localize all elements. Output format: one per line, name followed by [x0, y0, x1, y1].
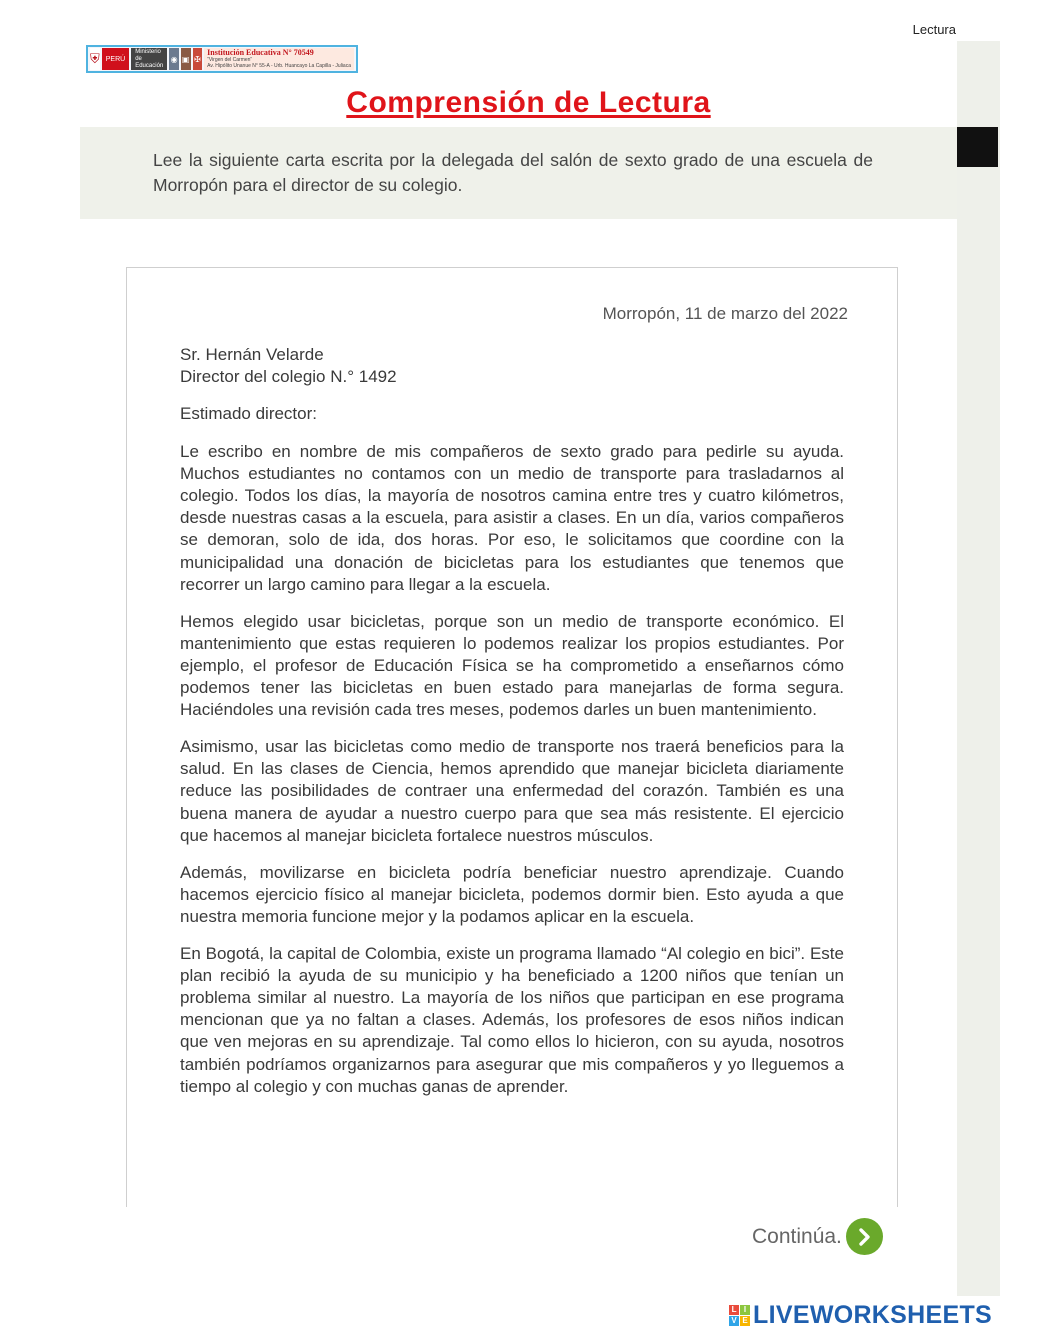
continue-button[interactable] — [752, 1218, 883, 1255]
institution-logo-banner — [86, 45, 358, 73]
letter-date: Morropón, 11 de marzo del 2022 — [602, 304, 848, 323]
letter-card — [126, 267, 898, 1207]
page-title: Comprensión de Lectura — [346, 86, 711, 119]
letter-greeting: Estimado director: — [180, 404, 317, 424]
right-page-tab — [956, 127, 998, 167]
letter-recipient — [180, 344, 844, 388]
letter-paragraph: Le escribo en nombre de mis compañeros de sexto grado para pedirle su ayuda. Muchos estudiantes no contamos con un medio de transporte para trasladarnos al colegio. Todos los días, la mayoría de nosotros camina entre tres y cuatro kilómetros, desde nuestras casas a la escuela, para asistir a clases. En un día, varios compañeros se demoran, solo de ida, dos horas. Por eso, le solicitamos que coordine con la municipalidad una donación de bicicletas para los estudiantes que tenemos que recorrer un largo camino para llegar a la escuela. — [180, 441, 844, 594]
liveworksheets-badge-icon — [729, 1305, 750, 1326]
badge-letter: V — [729, 1316, 739, 1326]
ugel-emblem-icon: ◉ — [169, 48, 179, 70]
recipient-name: Sr. Hernán Velarde — [180, 345, 324, 364]
school-info — [204, 48, 354, 70]
right-sidebar-strip — [957, 41, 1000, 1296]
school-motto: “Virgen del Carmen” — [207, 57, 253, 63]
school-name: Institución Educativa N° 70549 — [207, 48, 314, 57]
liveworksheets-wordmark: LIVEWORKSHEETS — [753, 1301, 992, 1329]
chevron-right-icon[interactable] — [846, 1218, 883, 1255]
school-crest-icon: ✠ — [193, 48, 203, 70]
ministry-label: Ministerio de Educación — [131, 48, 167, 70]
liveworksheets-logo[interactable] — [729, 1301, 992, 1330]
badge-letter: I — [740, 1305, 750, 1315]
recipient-title: Director del colegio N.° 1492 — [180, 367, 397, 387]
letter-paragraph: Hemos elegido usar bicicletas, porque son un medio de transporte económico. El mantenimiento que estas requieren lo podemos realizar los propios estudiantes. Por ejemplo, el profesor de Educación Física se ha comprometido a enseñarnos cómo podemos tener las bicicletas en buen estado para manejarlas de forma segura. Haciéndoles una revisión cada tres meses, podemos darles un buen mantenimiento. — [180, 611, 844, 720]
badge-letter: E — [740, 1316, 750, 1326]
coat-of-arms-icon: ⛨ — [90, 48, 100, 70]
school-address: Av. Hipólito Unanue N° 55-A - Urb. Huancayo La Capilla - Juliaca — [207, 63, 351, 69]
continue-label: Continúa. — [752, 1224, 842, 1248]
badge-letter: L — [729, 1305, 739, 1315]
regional-emblem-icon: ▣ — [181, 48, 191, 70]
instruction-text: Lee la siguiente carta escrita por la delegada del salón de sexto grado de una escuela de Morropón para el director de su colegio. — [153, 150, 873, 195]
letter-paragraph: Asimismo, usar las bicicletas como medio de transporte nos traerá beneficios para la salud. En las clases de Ciencia, hemos aprendido que manejar bicicleta diariamente reduce las posibilidades de contraer una enfermedad del corazón. También es una buena manera de ayudar a nuestro cuerpo para que sea más resistente. El ejercicio que hacemos al manejar bicicleta fortalece nuestros músculos. — [180, 737, 844, 845]
peru-label: PERÚ — [102, 48, 129, 70]
letter-paragraph: Además, movilizarse en bicicleta podría beneficiar nuestro aprendizaje. Cuando hacemos ejercicio físico al manejar bicicleta, podemos dormir bien. Esto ayuda a que nuestra memoria funcione mejor y la podamos aplicar en la escuela. — [180, 862, 844, 926]
page-label: Lectura — [912, 22, 956, 37]
letter-paragraph: En Bogotá, la capital de Colombia, existe un programa llamado “Al colegio en bici”. Este plan recibió la ayuda de su municipio y ha beneficiado a 1200 niños que tenían un problema similar al nuestro. La mayoría de los niños que participan en ese programa mencionan que ya no faltan a clases. Además, los profesores de esos niños indican que ven mejoras en su aprendizaje. Tal como ellos lo hicieron, con su ayuda, nosotros también podríamos organizarnos para asegurar que mis compañeros y yo lleguemos a tiempo al colegio y con muchas ganas de aprender. — [180, 943, 844, 1096]
letter-body — [180, 344, 844, 1113]
